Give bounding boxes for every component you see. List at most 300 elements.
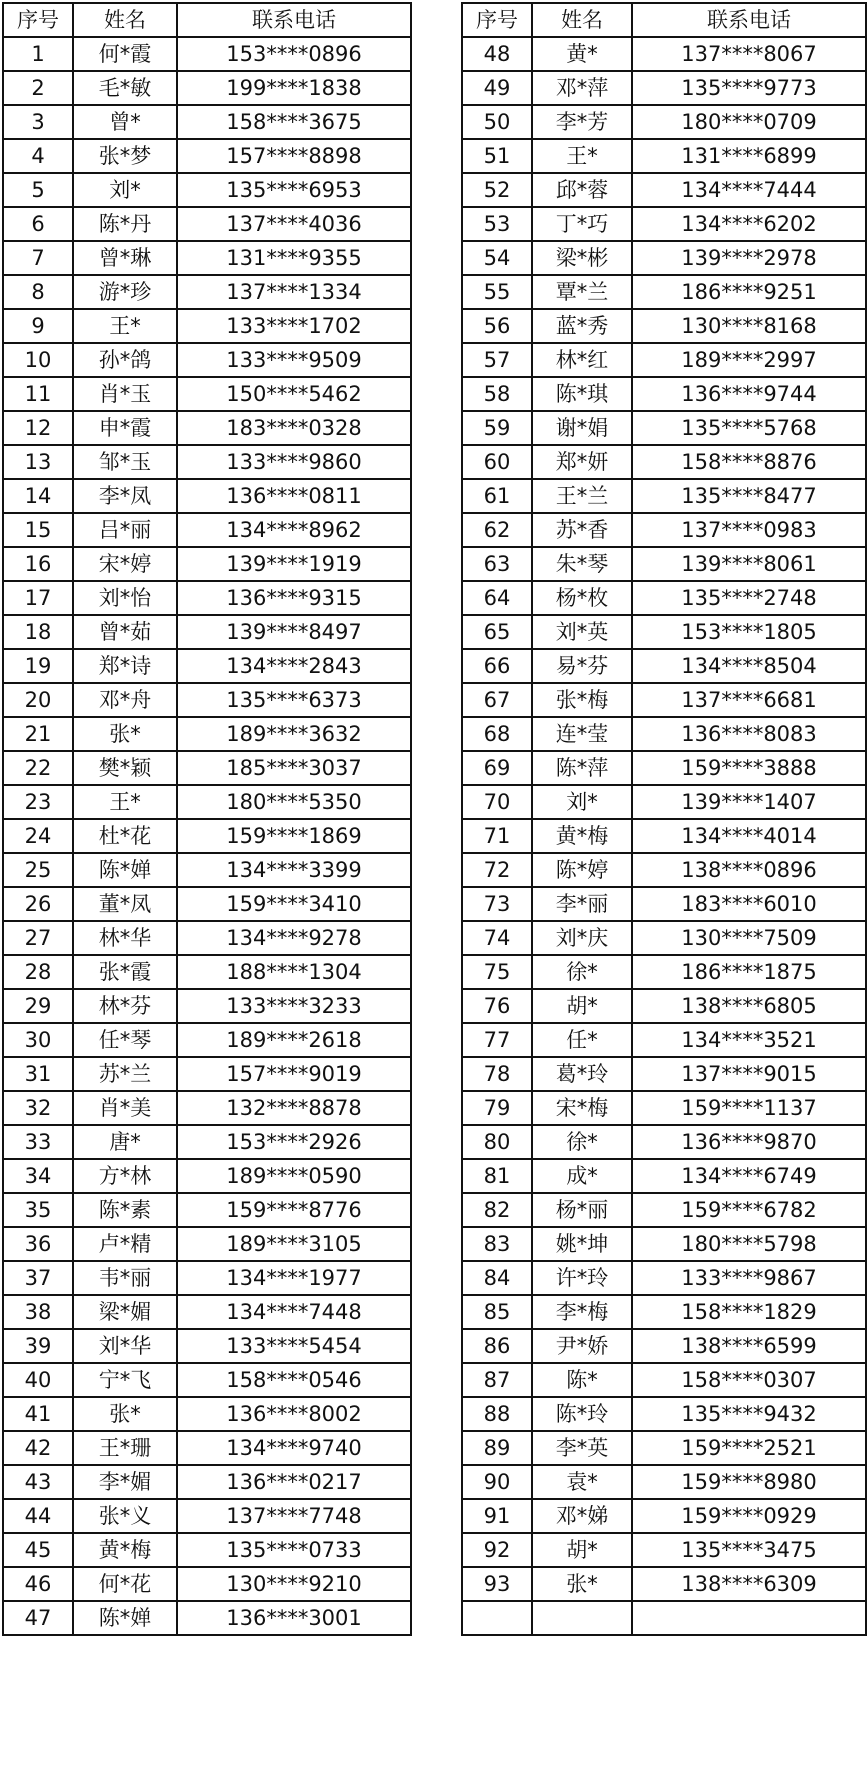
cell-phone: 134****7444 xyxy=(632,173,866,207)
cell-phone: 159****1869 xyxy=(177,819,411,853)
cell-phone: 139****1407 xyxy=(632,785,866,819)
cell-phone: 159****3410 xyxy=(177,887,411,921)
cell-name: 卢*精 xyxy=(73,1227,177,1261)
table-row xyxy=(462,921,866,955)
header-no: 序号 xyxy=(462,3,532,37)
cell-phone: 199****1838 xyxy=(177,71,411,105)
cell-no: 66 xyxy=(462,649,532,683)
cell-name: 游*珍 xyxy=(73,275,177,309)
cell-phone: 189****2997 xyxy=(632,343,866,377)
cell-no: 39 xyxy=(3,1329,73,1363)
cell-name xyxy=(532,1601,632,1635)
table-row xyxy=(3,683,411,717)
cell-no: 70 xyxy=(462,785,532,819)
table-row xyxy=(462,513,866,547)
cell-phone: 158****0307 xyxy=(632,1363,866,1397)
cell-name: 邱*蓉 xyxy=(532,173,632,207)
cell-no: 11 xyxy=(3,377,73,411)
cell-no: 47 xyxy=(3,1601,73,1635)
table-row xyxy=(3,649,411,683)
table-row xyxy=(462,105,866,139)
cell-name: 张* xyxy=(532,1567,632,1601)
cell-name: 王* xyxy=(532,139,632,173)
table-row xyxy=(3,1363,411,1397)
table-row xyxy=(3,1125,411,1159)
cell-name: 谢*娟 xyxy=(532,411,632,445)
cell-name: 刘* xyxy=(532,785,632,819)
cell-phone: 134****3399 xyxy=(177,853,411,887)
roster-table-left xyxy=(2,2,412,1636)
cell-no: 6 xyxy=(3,207,73,241)
table-row xyxy=(462,1601,866,1635)
table-row xyxy=(3,717,411,751)
table-row xyxy=(462,785,866,819)
table-row xyxy=(462,445,866,479)
table-row xyxy=(3,1091,411,1125)
cell-name: 李*英 xyxy=(532,1431,632,1465)
table-row xyxy=(3,1465,411,1499)
table-row xyxy=(462,377,866,411)
cell-no: 72 xyxy=(462,853,532,887)
cell-no: 34 xyxy=(3,1159,73,1193)
cell-no: 8 xyxy=(3,275,73,309)
table-row xyxy=(3,887,411,921)
cell-name: 张* xyxy=(73,717,177,751)
table-row xyxy=(3,1261,411,1295)
table-row xyxy=(3,1601,411,1635)
cell-name: 邹*玉 xyxy=(73,445,177,479)
cell-no: 9 xyxy=(3,309,73,343)
header-name: 姓名 xyxy=(532,3,632,37)
cell-no: 53 xyxy=(462,207,532,241)
table-row xyxy=(3,1533,411,1567)
cell-phone: 136****8083 xyxy=(632,717,866,751)
cell-phone: 134****8504 xyxy=(632,649,866,683)
cell-name: 易*芬 xyxy=(532,649,632,683)
cell-phone: 136****9744 xyxy=(632,377,866,411)
table-row xyxy=(3,581,411,615)
table-row xyxy=(3,479,411,513)
cell-phone: 158****0546 xyxy=(177,1363,411,1397)
cell-no: 45 xyxy=(3,1533,73,1567)
cell-no: 60 xyxy=(462,445,532,479)
cell-name: 曾* xyxy=(73,105,177,139)
cell-phone: 133****3233 xyxy=(177,989,411,1023)
cell-no: 32 xyxy=(3,1091,73,1125)
cell-phone: 135****6373 xyxy=(177,683,411,717)
table-row xyxy=(462,683,866,717)
cell-no: 58 xyxy=(462,377,532,411)
cell-no: 84 xyxy=(462,1261,532,1295)
table-row xyxy=(462,649,866,683)
cell-phone: 134****9278 xyxy=(177,921,411,955)
cell-no: 33 xyxy=(3,1125,73,1159)
table-row xyxy=(462,853,866,887)
cell-name: 陈*婵 xyxy=(73,1601,177,1635)
table-row xyxy=(3,309,411,343)
table-row xyxy=(462,717,866,751)
cell-name: 葛*玲 xyxy=(532,1057,632,1091)
cell-phone: 130****8168 xyxy=(632,309,866,343)
table-row xyxy=(3,1227,411,1261)
cell-no: 82 xyxy=(462,1193,532,1227)
cell-phone: 134****3521 xyxy=(632,1023,866,1057)
cell-phone: 153****1805 xyxy=(632,615,866,649)
cell-phone: 159****3888 xyxy=(632,751,866,785)
cell-name: 王*珊 xyxy=(73,1431,177,1465)
cell-phone: 135****0733 xyxy=(177,1533,411,1567)
table-row xyxy=(3,1193,411,1227)
cell-name: 陈*婵 xyxy=(73,853,177,887)
table-row xyxy=(462,1023,866,1057)
cell-phone: 136****3001 xyxy=(177,1601,411,1635)
cell-phone: 131****9355 xyxy=(177,241,411,275)
cell-name: 苏*兰 xyxy=(73,1057,177,1091)
cell-no: 67 xyxy=(462,683,532,717)
cell-name: 黄* xyxy=(532,37,632,71)
cell-name: 宋*婷 xyxy=(73,547,177,581)
cell-phone: 189****2618 xyxy=(177,1023,411,1057)
table-row xyxy=(462,615,866,649)
table-row xyxy=(3,1057,411,1091)
cell-no: 16 xyxy=(3,547,73,581)
cell-phone: 183****6010 xyxy=(632,887,866,921)
cell-phone: 153****2926 xyxy=(177,1125,411,1159)
cell-phone: 159****8776 xyxy=(177,1193,411,1227)
table-row xyxy=(462,207,866,241)
cell-phone: 188****1304 xyxy=(177,955,411,989)
cell-no: 50 xyxy=(462,105,532,139)
cell-no: 23 xyxy=(3,785,73,819)
cell-phone: 134****1977 xyxy=(177,1261,411,1295)
cell-phone: 180****0709 xyxy=(632,105,866,139)
cell-phone: 130****7509 xyxy=(632,921,866,955)
cell-no: 75 xyxy=(462,955,532,989)
table-row xyxy=(3,1397,411,1431)
roster-table-right xyxy=(461,2,867,1636)
cell-phone: 158****8876 xyxy=(632,445,866,479)
table-row xyxy=(462,1465,866,1499)
table-row xyxy=(3,751,411,785)
cell-name: 宁*飞 xyxy=(73,1363,177,1397)
cell-phone: 137****9015 xyxy=(632,1057,866,1091)
cell-name: 林*芬 xyxy=(73,989,177,1023)
cell-phone: 153****0896 xyxy=(177,37,411,71)
cell-name: 胡* xyxy=(532,1533,632,1567)
cell-no: 41 xyxy=(3,1397,73,1431)
cell-phone: 189****3632 xyxy=(177,717,411,751)
cell-phone: 133****9867 xyxy=(632,1261,866,1295)
cell-no: 38 xyxy=(3,1295,73,1329)
cell-no: 31 xyxy=(3,1057,73,1091)
cell-no: 90 xyxy=(462,1465,532,1499)
cell-phone: 138****6309 xyxy=(632,1567,866,1601)
cell-phone: 137****4036 xyxy=(177,207,411,241)
header-phone: 联系电话 xyxy=(632,3,866,37)
cell-phone: 136****0811 xyxy=(177,479,411,513)
table-row xyxy=(462,1159,866,1193)
cell-no: 36 xyxy=(3,1227,73,1261)
cell-no: 59 xyxy=(462,411,532,445)
cell-no: 46 xyxy=(3,1567,73,1601)
table-row xyxy=(462,1091,866,1125)
cell-phone: 139****8497 xyxy=(177,615,411,649)
table-row xyxy=(462,887,866,921)
table-row xyxy=(462,1567,866,1601)
table-row xyxy=(462,1261,866,1295)
cell-phone: 180****5798 xyxy=(632,1227,866,1261)
cell-no: 87 xyxy=(462,1363,532,1397)
cell-name: 尹*娇 xyxy=(532,1329,632,1363)
cell-no: 43 xyxy=(3,1465,73,1499)
cell-name: 陈*素 xyxy=(73,1193,177,1227)
header-row xyxy=(462,3,866,37)
cell-name: 李*芳 xyxy=(532,105,632,139)
cell-phone: 137****7748 xyxy=(177,1499,411,1533)
cell-name: 李*丽 xyxy=(532,887,632,921)
cell-name: 王* xyxy=(73,309,177,343)
table-row xyxy=(462,309,866,343)
cell-no: 54 xyxy=(462,241,532,275)
cell-name: 方*林 xyxy=(73,1159,177,1193)
cell-no: 35 xyxy=(3,1193,73,1227)
table-row xyxy=(3,275,411,309)
table-row xyxy=(462,1533,866,1567)
cell-name: 李*梅 xyxy=(532,1295,632,1329)
cell-no: 12 xyxy=(3,411,73,445)
cell-no: 73 xyxy=(462,887,532,921)
cell-name: 樊*颖 xyxy=(73,751,177,785)
cell-phone: 134****2843 xyxy=(177,649,411,683)
cell-no: 17 xyxy=(3,581,73,615)
table-row xyxy=(462,1499,866,1533)
table-row xyxy=(462,1397,866,1431)
cell-no: 29 xyxy=(3,989,73,1023)
cell-no: 62 xyxy=(462,513,532,547)
cell-no: 15 xyxy=(3,513,73,547)
cell-phone: 135****3475 xyxy=(632,1533,866,1567)
cell-no: 1 xyxy=(3,37,73,71)
table-row xyxy=(462,989,866,1023)
cell-no: 27 xyxy=(3,921,73,955)
cell-no: 81 xyxy=(462,1159,532,1193)
cell-phone: 136****0217 xyxy=(177,1465,411,1499)
cell-name: 姚*坤 xyxy=(532,1227,632,1261)
cell-phone: 135****8477 xyxy=(632,479,866,513)
cell-name: 唐* xyxy=(73,1125,177,1159)
cell-no: 52 xyxy=(462,173,532,207)
cell-name: 黄*梅 xyxy=(532,819,632,853)
table-row xyxy=(3,377,411,411)
cell-no: 65 xyxy=(462,615,532,649)
cell-phone: 185****3037 xyxy=(177,751,411,785)
cell-phone: 136****9870 xyxy=(632,1125,866,1159)
cell-phone: 133****9860 xyxy=(177,445,411,479)
cell-phone: 138****6599 xyxy=(632,1329,866,1363)
table-row xyxy=(3,1295,411,1329)
cell-phone: 183****0328 xyxy=(177,411,411,445)
cell-name: 徐* xyxy=(532,955,632,989)
cell-name: 郑*诗 xyxy=(73,649,177,683)
cell-no: 86 xyxy=(462,1329,532,1363)
cell-name: 韦*丽 xyxy=(73,1261,177,1295)
cell-no: 5 xyxy=(3,173,73,207)
cell-name: 肖*玉 xyxy=(73,377,177,411)
cell-name: 宋*梅 xyxy=(532,1091,632,1125)
table-row xyxy=(462,1227,866,1261)
table-row xyxy=(3,989,411,1023)
cell-name: 张*义 xyxy=(73,1499,177,1533)
table-row xyxy=(3,173,411,207)
table-row xyxy=(462,581,866,615)
cell-no: 69 xyxy=(462,751,532,785)
table-row xyxy=(3,1329,411,1363)
cell-name: 丁*巧 xyxy=(532,207,632,241)
cell-name: 何*霞 xyxy=(73,37,177,71)
table-row xyxy=(462,37,866,71)
cell-no: 25 xyxy=(3,853,73,887)
cell-name: 王* xyxy=(73,785,177,819)
cell-name: 梁*彬 xyxy=(532,241,632,275)
cell-no: 68 xyxy=(462,717,532,751)
table-row xyxy=(462,479,866,513)
cell-no: 4 xyxy=(3,139,73,173)
cell-name: 陈*琪 xyxy=(532,377,632,411)
cell-no: 71 xyxy=(462,819,532,853)
cell-name: 张*霞 xyxy=(73,955,177,989)
table-row xyxy=(462,411,866,445)
cell-phone: 131****6899 xyxy=(632,139,866,173)
cell-no: 74 xyxy=(462,921,532,955)
cell-name: 梁*媚 xyxy=(73,1295,177,1329)
table-row xyxy=(3,1023,411,1057)
cell-no: 37 xyxy=(3,1261,73,1295)
table-row xyxy=(462,547,866,581)
cell-phone: 138****0896 xyxy=(632,853,866,887)
table-row xyxy=(3,547,411,581)
table-row xyxy=(3,343,411,377)
table-row xyxy=(462,1431,866,1465)
cell-phone: 130****9210 xyxy=(177,1567,411,1601)
cell-phone xyxy=(632,1601,866,1635)
cell-no: 51 xyxy=(462,139,532,173)
cell-name: 邓*娣 xyxy=(532,1499,632,1533)
cell-phone: 189****3105 xyxy=(177,1227,411,1261)
cell-no: 76 xyxy=(462,989,532,1023)
table-row xyxy=(3,513,411,547)
table-row xyxy=(462,275,866,309)
cell-phone: 159****0929 xyxy=(632,1499,866,1533)
cell-name: 刘*英 xyxy=(532,615,632,649)
table-row xyxy=(3,853,411,887)
cell-phone: 137****0983 xyxy=(632,513,866,547)
header-phone: 联系电话 xyxy=(177,3,411,37)
cell-name: 邓*萍 xyxy=(532,71,632,105)
cell-name: 胡* xyxy=(532,989,632,1023)
cell-name: 刘*怡 xyxy=(73,581,177,615)
cell-no: 56 xyxy=(462,309,532,343)
cell-no: 49 xyxy=(462,71,532,105)
cell-name: 杨*丽 xyxy=(532,1193,632,1227)
cell-phone: 159****8980 xyxy=(632,1465,866,1499)
cell-name: 申*霞 xyxy=(73,411,177,445)
cell-no: 78 xyxy=(462,1057,532,1091)
cell-phone: 139****8061 xyxy=(632,547,866,581)
table-row xyxy=(3,615,411,649)
cell-no: 61 xyxy=(462,479,532,513)
cell-no: 26 xyxy=(3,887,73,921)
cell-phone: 133****1702 xyxy=(177,309,411,343)
cell-name: 林*红 xyxy=(532,343,632,377)
cell-phone: 139****1919 xyxy=(177,547,411,581)
cell-name: 曾*琳 xyxy=(73,241,177,275)
cell-phone: 134****7448 xyxy=(177,1295,411,1329)
cell-name: 王*兰 xyxy=(532,479,632,513)
table-row xyxy=(3,71,411,105)
cell-phone: 137****6681 xyxy=(632,683,866,717)
cell-no: 83 xyxy=(462,1227,532,1261)
cell-no: 48 xyxy=(462,37,532,71)
cell-phone: 134****4014 xyxy=(632,819,866,853)
cell-name: 郑*妍 xyxy=(532,445,632,479)
cell-name: 任*琴 xyxy=(73,1023,177,1057)
table-row xyxy=(462,173,866,207)
cell-phone: 159****1137 xyxy=(632,1091,866,1125)
cell-no: 88 xyxy=(462,1397,532,1431)
cell-phone: 136****9315 xyxy=(177,581,411,615)
table-row xyxy=(462,1329,866,1363)
cell-no: 80 xyxy=(462,1125,532,1159)
cell-name: 李*凤 xyxy=(73,479,177,513)
cell-name: 毛*敏 xyxy=(73,71,177,105)
cell-name: 刘* xyxy=(73,173,177,207)
cell-name: 覃*兰 xyxy=(532,275,632,309)
table-row xyxy=(462,1193,866,1227)
cell-name: 杜*花 xyxy=(73,819,177,853)
cell-phone: 158****3675 xyxy=(177,105,411,139)
cell-name: 吕*丽 xyxy=(73,513,177,547)
cell-no: 93 xyxy=(462,1567,532,1601)
cell-no: 92 xyxy=(462,1533,532,1567)
cell-phone: 134****6749 xyxy=(632,1159,866,1193)
table-row xyxy=(462,1295,866,1329)
cell-no: 21 xyxy=(3,717,73,751)
cell-phone: 135****5768 xyxy=(632,411,866,445)
cell-name: 陈*丹 xyxy=(73,207,177,241)
cell-no: 19 xyxy=(3,649,73,683)
cell-no: 13 xyxy=(3,445,73,479)
table-row xyxy=(3,1431,411,1465)
table-row xyxy=(3,785,411,819)
header-no: 序号 xyxy=(3,3,73,37)
cell-no: 30 xyxy=(3,1023,73,1057)
table-row xyxy=(3,37,411,71)
cell-phone: 138****6805 xyxy=(632,989,866,1023)
cell-name: 刘*庆 xyxy=(532,921,632,955)
cell-phone: 150****5462 xyxy=(177,377,411,411)
cell-phone: 136****8002 xyxy=(177,1397,411,1431)
cell-phone: 157****9019 xyxy=(177,1057,411,1091)
cell-phone: 158****1829 xyxy=(632,1295,866,1329)
cell-phone: 134****6202 xyxy=(632,207,866,241)
cell-phone: 139****2978 xyxy=(632,241,866,275)
cell-no: 24 xyxy=(3,819,73,853)
cell-no: 55 xyxy=(462,275,532,309)
cell-no: 7 xyxy=(3,241,73,275)
cell-phone: 189****0590 xyxy=(177,1159,411,1193)
cell-no: 2 xyxy=(3,71,73,105)
table-row xyxy=(462,71,866,105)
